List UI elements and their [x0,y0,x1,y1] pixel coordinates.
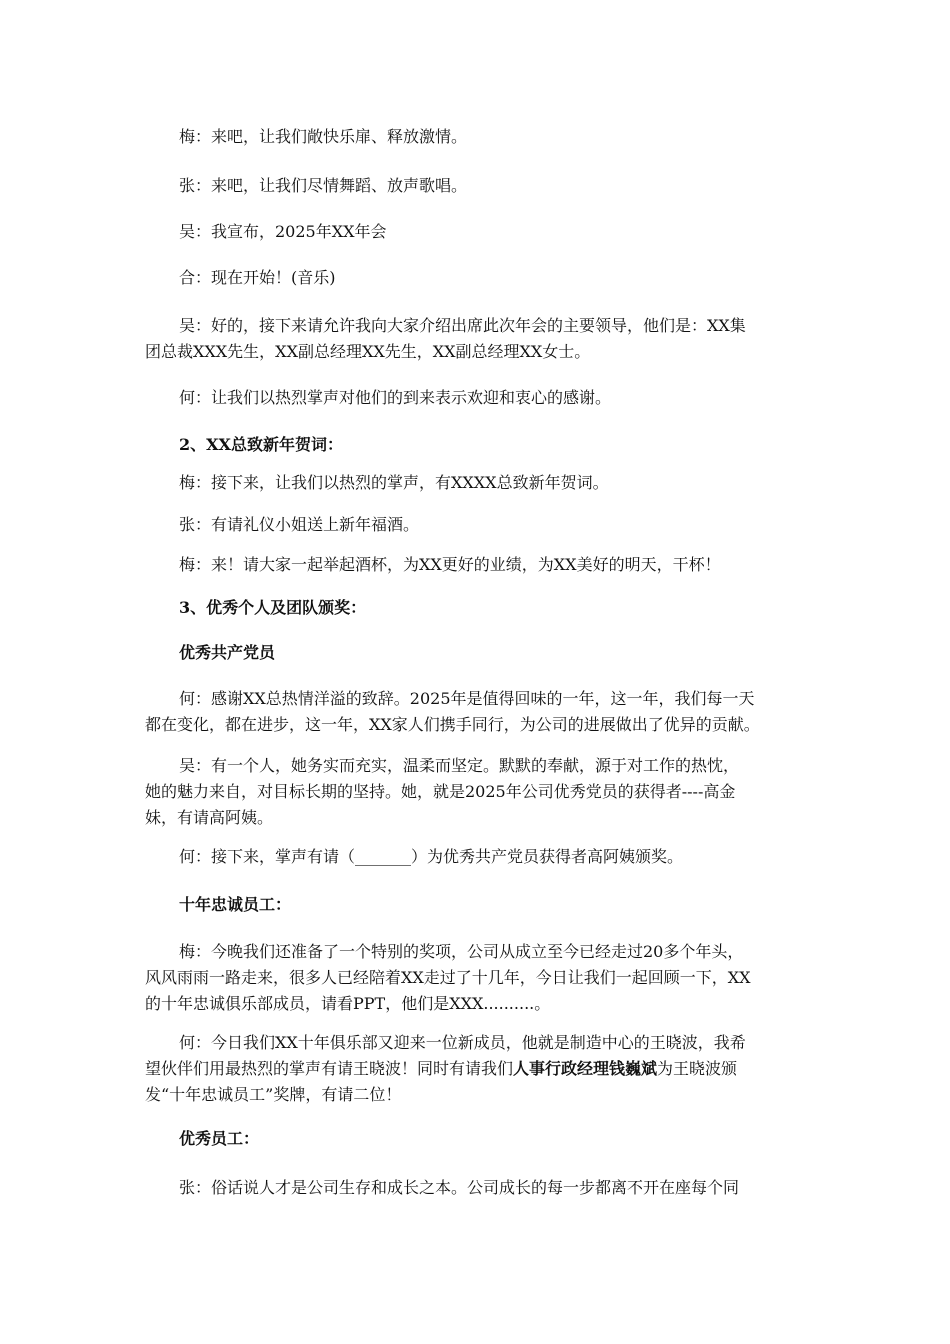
section-heading: 2、XX总致新年贺词： [179,435,343,454]
dialogue-line-continuation [145,1059,737,1079]
dialogue-line: 张：俗话说人才是公司生存和成长之本。公司成长的每一步都离不开在座每个同 [179,1178,740,1197]
dialogue-line-continuation: 她的魅力来自，对目标长期的坚持。她，就是2025年公司优秀党员的获得者----高金 [145,782,736,801]
dialogue-line-continuation: 都在变化，都在进步，这一年，XX家人们携手同行，为公司的进展做出了优异的贡献。 [145,715,760,734]
dialogue-line: 梅：来！请大家一起举起酒杯，为XX更好的业绩，为XX美好的明天，干杯！ [179,555,721,574]
text-segment: 望伙伴们用最热烈的掌声有请王晓波！同时有请我们 [145,1059,514,1078]
dialogue-line: 何：让我们以热烈掌声对他们的到来表示欢迎和衷心的感谢。 [179,388,612,407]
dialogue-line: 何：感谢XX总热情洋溢的致辞。2025年是值得回味的一年，这一年，我们每一天 [179,689,755,708]
highlighted-name: 人事行政经理钱巍斌 [513,1059,658,1078]
dialogue-line: 梅：接下来，让我们以热烈的掌声，有XXXX总致新年贺词。 [179,473,609,492]
dialogue-line: 梅：来吧，让我们敞快乐扉、释放激情。 [179,127,468,146]
dialogue-line: 吴：我宣布，2025年XX年会 [179,222,387,241]
dialogue-line: 合：现在开始！(音乐) [179,268,336,287]
dialogue-line: 吴：有一个人，她务实而充实，温柔而坚定。默默的奉献，源于对工作的热忱， [179,756,740,775]
dialogue-line: 吴：好的，接下来请允许我向大家介绍出席此次年会的主要领导，他们是：XX集 [179,316,746,335]
dialogue-line-continuation: 妹，有请高阿姨。 [145,808,274,827]
dialogue-line-continuation: 的十年忠诚俱乐部成员，请看PPT，他们是XXX..........。 [145,994,551,1013]
dialogue-line: 何：今日我们XX十年俱乐部又迎来一位新成员，他就是制造中心的王晓波，我希 [179,1033,746,1052]
award-subheading: 优秀员工： [179,1129,260,1148]
dialogue-line: 张：来吧，让我们尽情舞蹈、放声歌唱。 [179,176,468,195]
dialogue-line-continuation: 团总裁XXX先生，XX副总经理XX先生，XX副总经理XX女士。 [145,342,591,361]
dialogue-line: 梅：今晚我们还准备了一个特别的奖项，公司从成立至今已经走过20多个年头， [179,942,744,961]
award-subheading: 优秀共产党员 [179,643,276,662]
award-subheading: 十年忠诚员工： [179,895,292,914]
dialogue-line: 张：有请礼仪小姐送上新年福酒。 [179,515,420,534]
text-segment: 为王晓波颁 [657,1059,738,1078]
dialogue-line-continuation: 风风雨雨一路走来，很多人已经陪着XX走过了十几年，今日让我们一起回顾一下，XX [145,968,751,987]
dialogue-line: 何：接下来，掌声有请（_______）为优秀共产党员获得者高阿姨颁奖。 [179,847,684,866]
dialogue-line-continuation: 发“十年忠诚员工”奖牌，有请二位！ [145,1085,402,1104]
section-heading: 3、优秀个人及团队颁奖： [179,598,367,617]
